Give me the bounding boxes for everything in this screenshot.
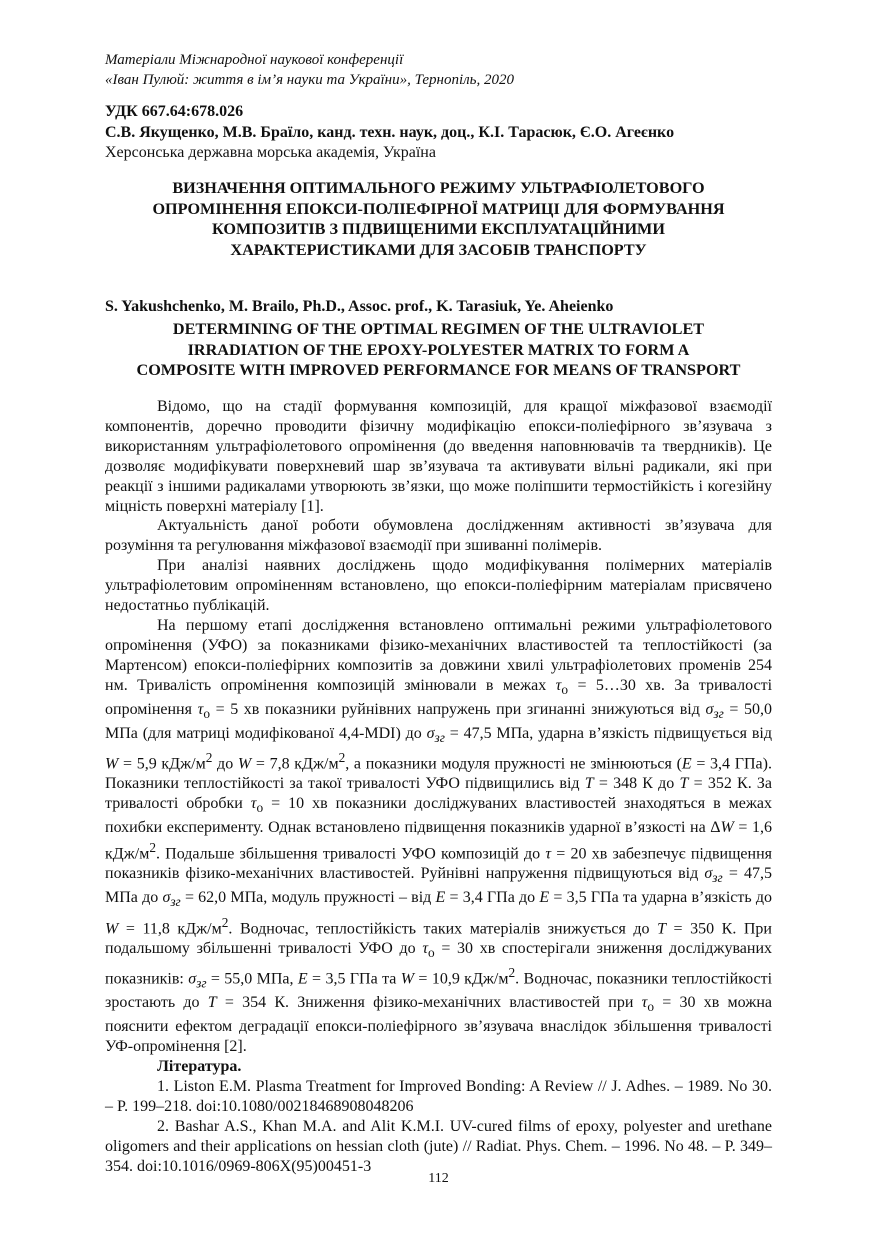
math-superscript: 2 [149, 840, 156, 856]
paragraph-3: При аналізі наявних досліджень щодо модифікування полімерних матеріалів ультрафіолетовим опроміненням встановлено, що епокси-поліефірним матеріалам присвячено недостатньо публікацій. [105, 557, 772, 615]
math-symbol: T [207, 994, 217, 1012]
math-superscript: 2 [205, 749, 213, 765]
affiliation: Херсонська державна морська академія, Україна [105, 144, 436, 161]
text-run: = 3,4 ГПа до [445, 889, 540, 907]
text-run: = 7,8 кДж/м [251, 755, 339, 773]
math-symbol: W [400, 970, 415, 988]
text-run: = 10 хв показники досліджуваних властивостей знаходяться в межах похибки експерименту. Однак встановлено підвищення показників ударної в’язкості на Δ [105, 795, 772, 837]
text-run: = 352 К. За тривалості обробки [105, 775, 773, 813]
paragraph-4 [105, 616, 772, 1057]
text-run: = 30 хв можна пояснити ефектом деградації епокси-поліефірного зв’язувача внаслідок збільшення тривалості УФ-опромінення [2]. [105, 994, 773, 1056]
text-run: = 10,9 кДж/м [414, 970, 509, 988]
conference-header-line-1: Матеріали Міжнародної наукової конференції [105, 52, 404, 68]
text-run: = 62,0 МПа, модуль пружності – від [180, 889, 436, 907]
math-subscript: зг [434, 730, 445, 746]
text-run: = 11,8 кДж/м [118, 919, 222, 937]
math-symbol: σ [162, 889, 171, 907]
math-symbol: E [297, 970, 308, 988]
title-english-line: IRRADIATION OF THE EPOXY-POLYESTER MATRIX TO FORM A [187, 340, 690, 359]
math-subscript: о [256, 800, 264, 816]
math-subscript: о [203, 705, 210, 721]
math-symbol: E [435, 889, 446, 907]
text-run: = 3,5 ГПа та ударна в’язкість до [549, 889, 772, 907]
text-run: . Подальше збільшення тривалості УФО композицій до [155, 845, 546, 863]
text-run: На першому етапі дослідження встановлено оптимальні режими ультрафіолетового опромінення (УФО) за показниками фізико-механічних властивостей та теплостійкості (за Мартенсом) епокси-поліефірних композитів за довжини хвилі ультрафіолетових променів 254 нм. Тривалість опромінення композицій змінювали в межах [105, 616, 772, 694]
article-body [105, 397, 772, 1177]
title-ukrainian-line: КОМПОЗИТІВ З ПІДВИЩЕНИМИ ЕКСПЛУАТАЦІЙНИМИ [212, 220, 665, 238]
math-symbol: τ [250, 795, 257, 813]
text-run: = 3,4 ГПа). Показники теплостійкості за такої тривалості УФО підвищились від [105, 755, 772, 793]
math-symbol: W [105, 919, 119, 937]
math-subscript: о [428, 944, 435, 960]
reference-item: 2. Bashar A.S., Khan M.A. and Alit K.M.I. UV-cured films of epoxy, polyester and urethane oligomers and their applications on hessian cloth (jute) // Radiat. Phys. Chem. – 1996. No 48. – P. 349–354. doi:10.1016/0969-806X(95)00451-3 [105, 1117, 772, 1175]
math-symbol: τ [545, 845, 552, 863]
title-ukrainian [105, 178, 772, 260]
math-symbol: W [720, 819, 734, 837]
text-run: = 47,5 МПа, ударна в’язкість підвищується від [444, 724, 772, 742]
math-symbol: T [657, 919, 666, 937]
udk-code: УДК 667.64:678.026 [105, 103, 244, 120]
math-subscript: зг [170, 894, 181, 910]
math-symbol: τ [197, 700, 204, 718]
text-run: = 5…30 хв. За тривалості опромінення [105, 676, 773, 718]
text-run: . Водночас, показники теплостійкості зростають до [105, 970, 773, 1012]
title-ukrainian-line: ВИЗНАЧЕННЯ ОПТИМАЛЬНОГО РЕЖИМУ УЛЬТРАФІОЛЕТОВОГО [172, 179, 705, 197]
title-english-line: COMPOSITE WITH IMPROVED PERFORMANCE FOR MEANS OF TRANSPORT [136, 361, 741, 379]
text-run: = 55,0 МПа, [206, 970, 298, 988]
math-subscript: о [561, 681, 569, 697]
conference-header-line-2: «Іван Пулюй: життя в ім’я науки та України», Тернопіль, 2020 [105, 72, 514, 88]
text-run: = 354 К. Зниження фізико-механічних властивостей при [216, 994, 642, 1012]
paragraph-1: Відомо, що на стадії формування композицій, для кращої міжфазової взаємодії компонентів, доречно проводити фізичну модифікацію епокси-поліефірного зв’язувача з використанням ультрафіолетового опромінення (до введення наповнювачів та твердників). Це дозволяє модифікувати поверхневий шар зв’язувача та активувати вільні радикали, які при реакції з іншими радикалами утворюють зв’язки, що може поліпшити термостійкість і когезійну міцність поверхні матеріалу [1]. [105, 398, 772, 515]
math-subscript: о [647, 999, 655, 1015]
literature-heading: Література. [157, 1058, 242, 1076]
text-run: = 1,6 кДж/м [105, 819, 773, 863]
math-symbol: σ [426, 724, 435, 742]
math-superscript: 2 [508, 964, 516, 980]
text-run: = 348 К до [593, 775, 680, 793]
title-ukrainian-line: ХАРАКТЕРИСТИКАМИ ДЛЯ ЗАСОБІВ ТРАНСПОРТУ [230, 240, 647, 259]
text-run: . Водночас, теплостійкість таких матеріалів знижується до [228, 919, 658, 937]
math-symbol: τ [641, 994, 648, 1012]
math-symbol: σ [705, 700, 714, 718]
math-superscript: 2 [338, 749, 346, 765]
authors-ukrainian: С.В. Якущенко, М.В. Браїло, канд. техн. наук, доц., К.І. Тарасюк, Є.О. Агеєнко [105, 124, 675, 141]
title-english [105, 319, 772, 381]
text-run: = 3,5 ГПа та [307, 970, 401, 988]
text-run: до [212, 755, 238, 773]
math-subscript: зг [713, 705, 724, 721]
math-subscript: зг [196, 975, 207, 991]
math-symbol: σ [704, 865, 713, 883]
text-run: = 50,0 МПа (для матриці модифікованої 4,4-MDI) до [105, 700, 772, 742]
math-symbol: E [681, 755, 692, 773]
authors-english: S. Yakushchenko, M. Brailo, Ph.D., Assoc. prof., K. Tarasiuk, Ye. Aheienko [105, 298, 614, 315]
math-symbol: τ [422, 939, 429, 957]
math-subscript: зг [712, 870, 723, 886]
math-symbol: T [679, 775, 689, 793]
text-run: = 5 хв показники руйнівних напружень при згинанні знижуються від [209, 700, 706, 718]
math-symbol: E [539, 889, 550, 907]
text-run: = 20 хв забезпечує підвищення показників фізико-механічних властивостей. Руйнівні напруження підвищуються від [105, 845, 772, 883]
math-symbol: W [237, 755, 252, 773]
page-number: 112 [428, 1171, 449, 1186]
title-ukrainian-line: ОПРОМІНЕННЯ ЕПОКСИ-ПОЛІЕФІРНОЇ МАТРИЦІ ДЛЯ ФОРМУВАННЯ [152, 199, 725, 218]
text-run: = 47,5 МПа до [105, 865, 772, 907]
text-run: , а показники модуля пружності не змінюються ( [345, 755, 682, 773]
text-run: = 30 хв спостерігали зниження досліджуваних показників: [105, 939, 773, 988]
conference-header [105, 50, 514, 90]
math-symbol: σ [188, 970, 197, 988]
text-run: = 350 К. При подальшому збільшенні тривалості УФО до [105, 919, 772, 957]
math-symbol: W [105, 755, 119, 773]
reference-item: 1. Liston E.M. Plasma Treatment for Improved Bonding: A Review // J. Adhes. – 1989. No 30. – P. 199–218. doi:10.1080/00218468908048206 [105, 1078, 772, 1115]
title-english-line: DETERMINING OF THE OPTIMAL REGIMEN OF THE ULTRAVIOLET [172, 320, 705, 338]
math-superscript: 2 [221, 914, 229, 930]
text-run: = 5,9 кДж/м [118, 755, 206, 773]
math-symbol: T [584, 775, 594, 793]
math-symbol: τ [555, 676, 562, 694]
paragraph-2: Актуальність даної роботи обумовлена дослідженням активності зв’язувача для розуміння та регулювання міжфазової взаємодії при зшиванні полімерів. [105, 517, 772, 555]
